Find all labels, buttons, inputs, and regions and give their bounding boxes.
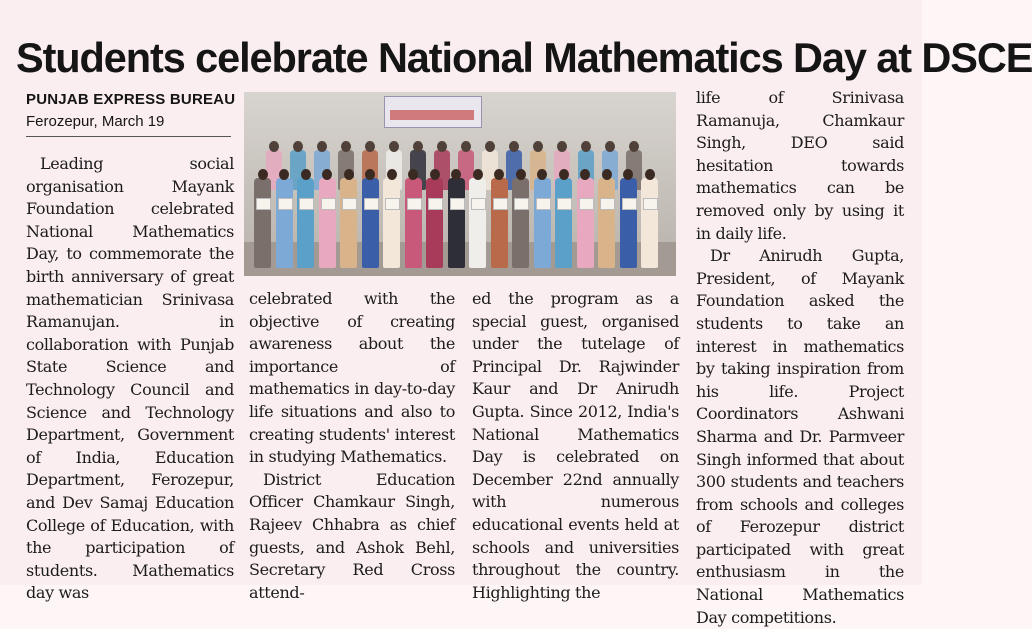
photo-person [362, 178, 379, 268]
dateline: Ferozepur, March 19 [26, 113, 165, 130]
photo-person-head [461, 141, 471, 152]
certificate [514, 198, 529, 210]
certificate [364, 198, 379, 210]
photo-person [254, 178, 271, 268]
photo-person-head [293, 141, 303, 152]
photo-person-head [365, 169, 375, 180]
photo-person-head [602, 169, 612, 180]
paragraph: Dr Anirudh Gupta, President, of Mayank Foundation asked the students to take an interest in mathematics by taking inspiration from his life. Project Coordinators Ashwani Sharma and Dr. Parmveer Singh informed that about 300 students and teachers from schools and colleges of Ferozepur district participated with great enthusiasm in the National Mathematics Day competitions. [696, 246, 904, 627]
photo-person [491, 178, 508, 268]
photo-person-head [485, 141, 495, 152]
photo-person-head [516, 169, 526, 180]
photo-person-head [301, 169, 311, 180]
photo-person [405, 178, 422, 268]
photo-person-head [258, 169, 268, 180]
paragraph: ed the program as a special guest, organised under the tutelage of Principal Dr. Rajwinder Kaur and Dr Anirudh Gupta. Since 2012, India's National Mathematics Day is celebrated on December 22nd annually with numerous educational events held at schools and universities throughout the country. Highlighting the [472, 289, 679, 602]
photo-person-head [494, 169, 504, 180]
photo-person-head [279, 169, 289, 180]
photo-person-head [533, 141, 543, 152]
body-column-3 [472, 288, 679, 604]
certificate [471, 198, 486, 210]
photo-person-head [451, 169, 461, 180]
photo-person [598, 178, 615, 268]
body-column-4 [696, 87, 904, 629]
photo-person-head [580, 169, 590, 180]
photo-person-head [623, 169, 633, 180]
paragraph: Leading social organisation Mayank Foundation celebrated National Mathematics Day, to commemorate the birth anniversary of great mathematician Srinivasa Ramanujan. in collaboration with Punjab State Science and Technology Council and Science and Technology Department, Government of India, Education Department, Ferozepur, and Dev Samaj Education College of Education, with the participation of students. Mathematics day was [26, 154, 234, 603]
photo-person-head [387, 169, 397, 180]
body-column-1 [26, 153, 234, 605]
photo-person [555, 178, 572, 268]
photo-person [448, 178, 465, 268]
photo-person-head [408, 169, 418, 180]
certificate [278, 198, 293, 210]
certificate [428, 198, 443, 210]
photo-person-head [437, 141, 447, 152]
photo-person-head [389, 141, 399, 152]
photo-person [297, 178, 314, 268]
certificate [493, 198, 508, 210]
photo-person-head [341, 141, 351, 152]
certificate [536, 198, 551, 210]
photo-person-head [317, 141, 327, 152]
photo-person-head [581, 141, 591, 152]
photo-person-head [473, 169, 483, 180]
photo-person [319, 178, 336, 268]
photo-person [620, 178, 637, 268]
certificate [643, 198, 658, 210]
photo-person-head [629, 141, 639, 152]
photo-person-head [559, 169, 569, 180]
photo-person [383, 178, 400, 268]
article-photo [244, 92, 676, 276]
certificate [407, 198, 422, 210]
photo-person-head [645, 169, 655, 180]
photo-person-head [557, 141, 567, 152]
photo-person [534, 178, 551, 268]
certificate [579, 198, 594, 210]
photo-person [426, 178, 443, 268]
byline-rule [26, 136, 231, 137]
photo-person [340, 178, 357, 268]
photo-person-head [269, 141, 279, 152]
photo-banner-text [390, 110, 474, 120]
certificate [342, 198, 357, 210]
paragraph: District Education Officer Chamkaur Singh, Rajeev Chhabra as chief guests, and Ashok Behl, Secretary Red Cross attend- [249, 469, 455, 602]
paragraph: celebrated with the objective of creating awareness about the importance of mathematics in day-to-day life situations and also to creating students' interest in studying Mathematics. [249, 289, 455, 467]
photo-person [276, 178, 293, 268]
photo-person-head [413, 141, 423, 152]
paragraph: life of Srinivasa Ramanuja, Chamkaur Singh, DEO said hesitation towards mathematics can be removed only by using it in daily life. [696, 88, 904, 243]
photo-person [641, 178, 658, 268]
photo-person-head [322, 169, 332, 180]
photo-person-head [344, 169, 354, 180]
photo-person-head [537, 169, 547, 180]
photo-person [577, 178, 594, 268]
certificate [622, 198, 637, 210]
certificate [385, 198, 400, 210]
certificate [450, 198, 465, 210]
photo-person-head [430, 169, 440, 180]
body-column-2 [249, 288, 455, 604]
photo-person [512, 178, 529, 268]
certificate [299, 198, 314, 210]
photo-person-head [605, 141, 615, 152]
article-headline: Students celebrate National Mathematics Day at DSCE [16, 34, 1032, 81]
certificate [321, 198, 336, 210]
byline: PUNJAB EXPRESS BUREAU [26, 91, 236, 108]
photo-person-head [509, 141, 519, 152]
certificate [600, 198, 615, 210]
photo-person-head [365, 141, 375, 152]
photo-person [469, 178, 486, 268]
certificate [557, 198, 572, 210]
certificate [256, 198, 271, 210]
